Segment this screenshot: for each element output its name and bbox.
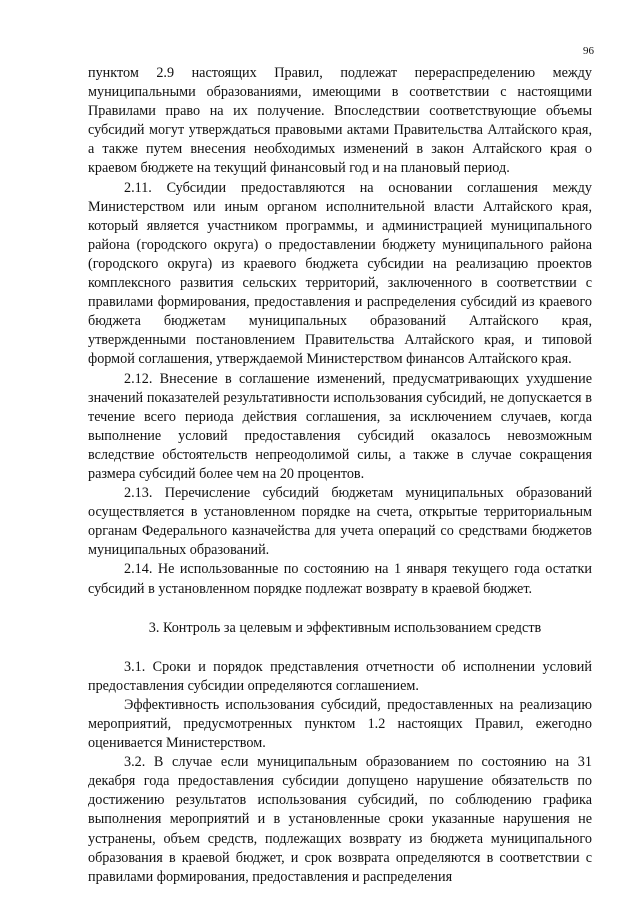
paragraph-continuation: пунктом 2.9 настоящих Правил, подлежат перераспределению между муниципальными образованиями, имеющими в соответствии с настоящими Правилами право на их получение. Впоследствии соответствующие объемы субсидий могут утверждаться правовыми актами Правительства Алтайского края, а также путем внесения необходимых изменений в закон Алтайского края о краевом бюджете на текущий финансовый год и на плановый период.: [88, 65, 592, 177]
paragraph-3-1: 3.1. Сроки и порядок представления отчетности об исполнении условий предоставления субсидии определяются соглашением.: [88, 658, 592, 694]
section-heading: 3. Контроль за целевым и эффективным использованием средств: [148, 619, 542, 636]
paragraph-2-11: 2.11. Субсидии предоставляются на основании соглашения между Министерством или иным органом исполнительной власти Алтайского края, который является участником программы, и администрацией муниципального района (городского округа) о предоставлении бюджету муниципального района (городского округа) из краевого бюджета субсидии на реализацию проектов комплексного развития сельских территорий, заключенного в соответствии с правилами формирования, предоставления и распределения субсидий из краевого бюджета бюджетам муниципальных образований Алтайского края, утвержденными постановлением Правительства Алтайского края, и типовой формой соглашения, утверждаемой Министерством финансов Алтайского края.: [88, 179, 592, 368]
paragraph-3-2: 3.2. В случае если муниципальным образованием по состоянию на 31 декабря года предоставления субсидии допущено нарушение обязательств по достижению результатов использования субсидий, по соблюдению графика выполнения мероприятий и в установленные сроки указанные нарушения не устранены, объем средств, подлежащих возврату из бюджета муниципального образования в краевой бюджет, и срок возврата определяются в соответствии с правилами формирования, предоставления и распределения: [88, 754, 592, 885]
document-body: [88, 64, 592, 887]
paragraph-effectiveness: Эффективность использования субсидий, предоставленных на реализацию мероприятий, предусмотренных пунктом 1.2 настоящих Правил, ежегодно оценивается Министерством.: [88, 696, 592, 752]
page-number: 96: [583, 45, 594, 57]
paragraph-2-12: 2.12. Внесение в соглашение изменений, предусматривающих ухудшение значений показателей результативности использования субсидий, не допускается в течение всего периода действия соглашения, за исключением случаев, когда выполнение условий предоставления субсидий оказалось невозможным вследствие обстоятельств непреодолимой силы, а также в случае сокращения размера субсидий более чем на 20 процентов.: [88, 370, 592, 482]
paragraph-2-13: 2.13. Перечисление субсидий бюджетам муниципальных образований осуществляется в установленном порядке на счета, открытые территориальным органам Федерального казначейства для учета операций со средствами бюджетов муниципальных образований.: [88, 485, 592, 559]
paragraph-2-14: 2.14. Не использованные по состоянию на 1 января текущего года остатки субсидий в установленном порядке подлежат возврату в краевой бюджет.: [88, 561, 592, 597]
